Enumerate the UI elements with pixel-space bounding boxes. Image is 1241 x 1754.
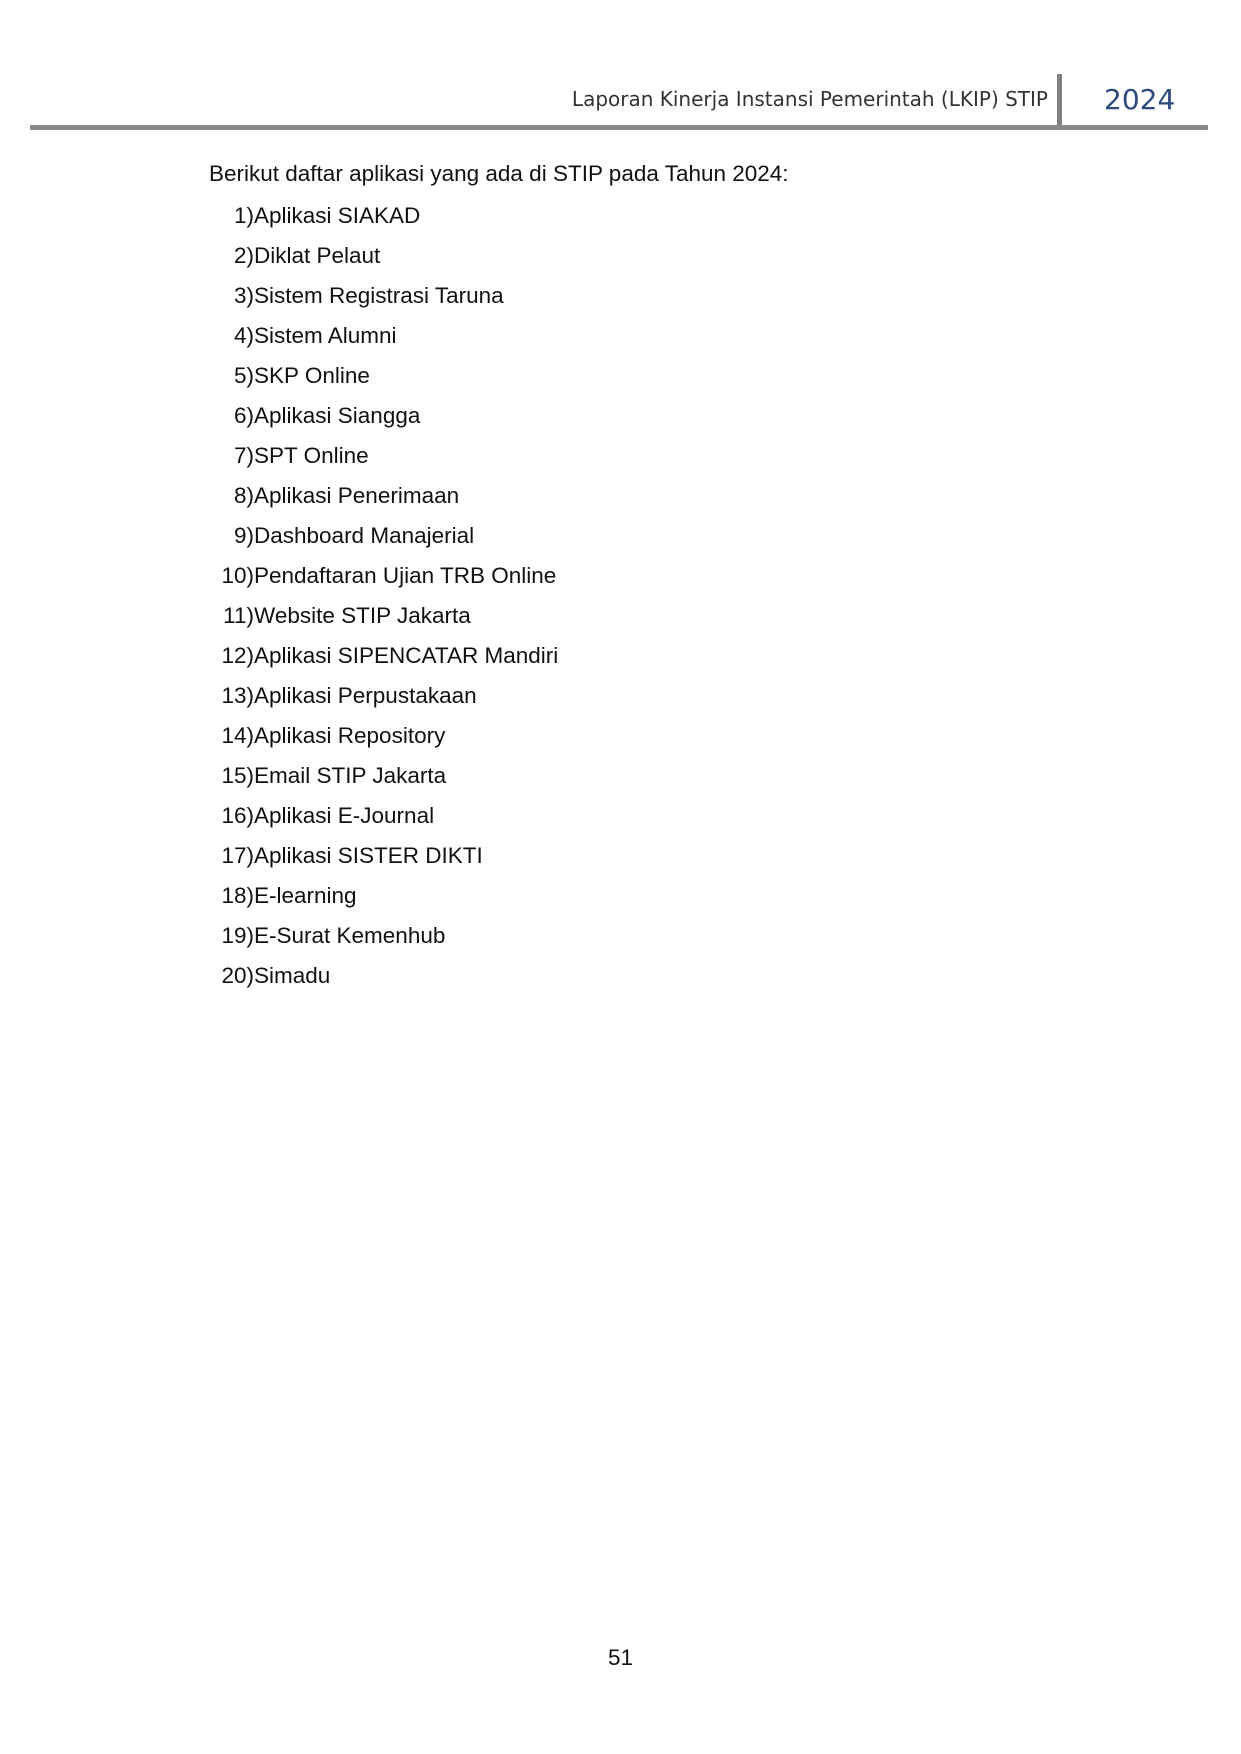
list-item-number: 10) [221, 563, 254, 588]
list-item-label: Sistem Registrasi Taruna [254, 283, 504, 308]
list-item [209, 916, 1109, 956]
list-item-number: 1) [233, 203, 254, 228]
intro-paragraph: Berikut daftar aplikasi yang ada di STIP pada Tahun 2024: [209, 161, 789, 186]
list-item [209, 196, 1109, 236]
list-item-label: Aplikasi SIAKAD [254, 203, 421, 228]
list-item [209, 276, 1109, 316]
list-item [209, 676, 1109, 716]
list-item-number: 12) [221, 643, 254, 668]
list-item-number: 2) [233, 243, 254, 268]
list-item-number: 3) [233, 283, 254, 308]
list-item-label: Diklat Pelaut [254, 243, 381, 268]
list-item [209, 236, 1109, 276]
list-item-number: 11) [223, 603, 254, 628]
list-item [209, 356, 1109, 396]
list-item-number: 15) [221, 763, 254, 788]
list-item [209, 516, 1109, 556]
page-header [0, 0, 1241, 135]
list-item-label: E-learning [254, 883, 357, 908]
list-item-label: Sistem Alumni [254, 323, 397, 348]
list-item-number: 14) [221, 723, 254, 748]
list-item [209, 796, 1109, 836]
list-item-number: 6) [233, 403, 254, 428]
list-item-label: SPT Online [254, 443, 369, 468]
list-item-label: Aplikasi Repository [254, 723, 446, 748]
report-title: Laporan Kinerja Instansi Pemerintah (LKIP) STIP [571, 87, 1048, 111]
list-item-number: 4) [233, 323, 254, 348]
list-item-label: Aplikasi Siangga [254, 403, 421, 428]
list-item-number: 16) [221, 803, 254, 828]
page-content [209, 158, 1109, 996]
list-item-label: Aplikasi E-Journal [254, 803, 435, 828]
list-item [209, 876, 1109, 916]
list-item [209, 596, 1109, 636]
list-item-label: Aplikasi Penerimaan [254, 483, 460, 508]
list-item-label: Aplikasi Perpustakaan [254, 683, 477, 708]
list-item-label: Aplikasi SISTER DIKTI [254, 843, 483, 868]
list-item [209, 716, 1109, 756]
list-item [209, 836, 1109, 876]
list-item-label: Email STIP Jakarta [254, 763, 447, 788]
list-item-number: 5) [233, 363, 254, 388]
list-item-number: 8) [233, 483, 254, 508]
list-item-label: Website STIP Jakarta [254, 603, 471, 628]
header-divider [1057, 74, 1062, 128]
list-item-number: 9) [233, 523, 254, 548]
list-item-number: 17) [221, 843, 254, 868]
report-year: 2024 [1104, 83, 1176, 116]
list-item [209, 636, 1109, 676]
list-item-label: E-Surat Kemenhub [254, 923, 446, 948]
list-item [209, 556, 1109, 596]
list-item [209, 436, 1109, 476]
list-item [209, 476, 1109, 516]
list-item [209, 396, 1109, 436]
list-item-number: 13) [221, 683, 254, 708]
page-number: 51 [607, 1645, 634, 1670]
list-item-number: 20) [221, 963, 254, 988]
list-item-label: Simadu [254, 963, 331, 988]
list-item-label: Aplikasi SIPENCATAR Mandiri [254, 643, 559, 668]
header-rule [30, 125, 1208, 130]
application-list [209, 196, 1109, 996]
list-item [209, 956, 1109, 996]
list-item [209, 756, 1109, 796]
list-item-label: SKP Online [254, 363, 370, 388]
list-item-number: 7) [233, 443, 254, 468]
list-item-label: Pendaftaran Ujian TRB Online [254, 563, 557, 588]
list-item-label: Dashboard Manajerial [254, 523, 475, 548]
list-item-number: 18) [221, 883, 254, 908]
list-item-number: 19) [221, 923, 254, 948]
list-item [209, 316, 1109, 356]
